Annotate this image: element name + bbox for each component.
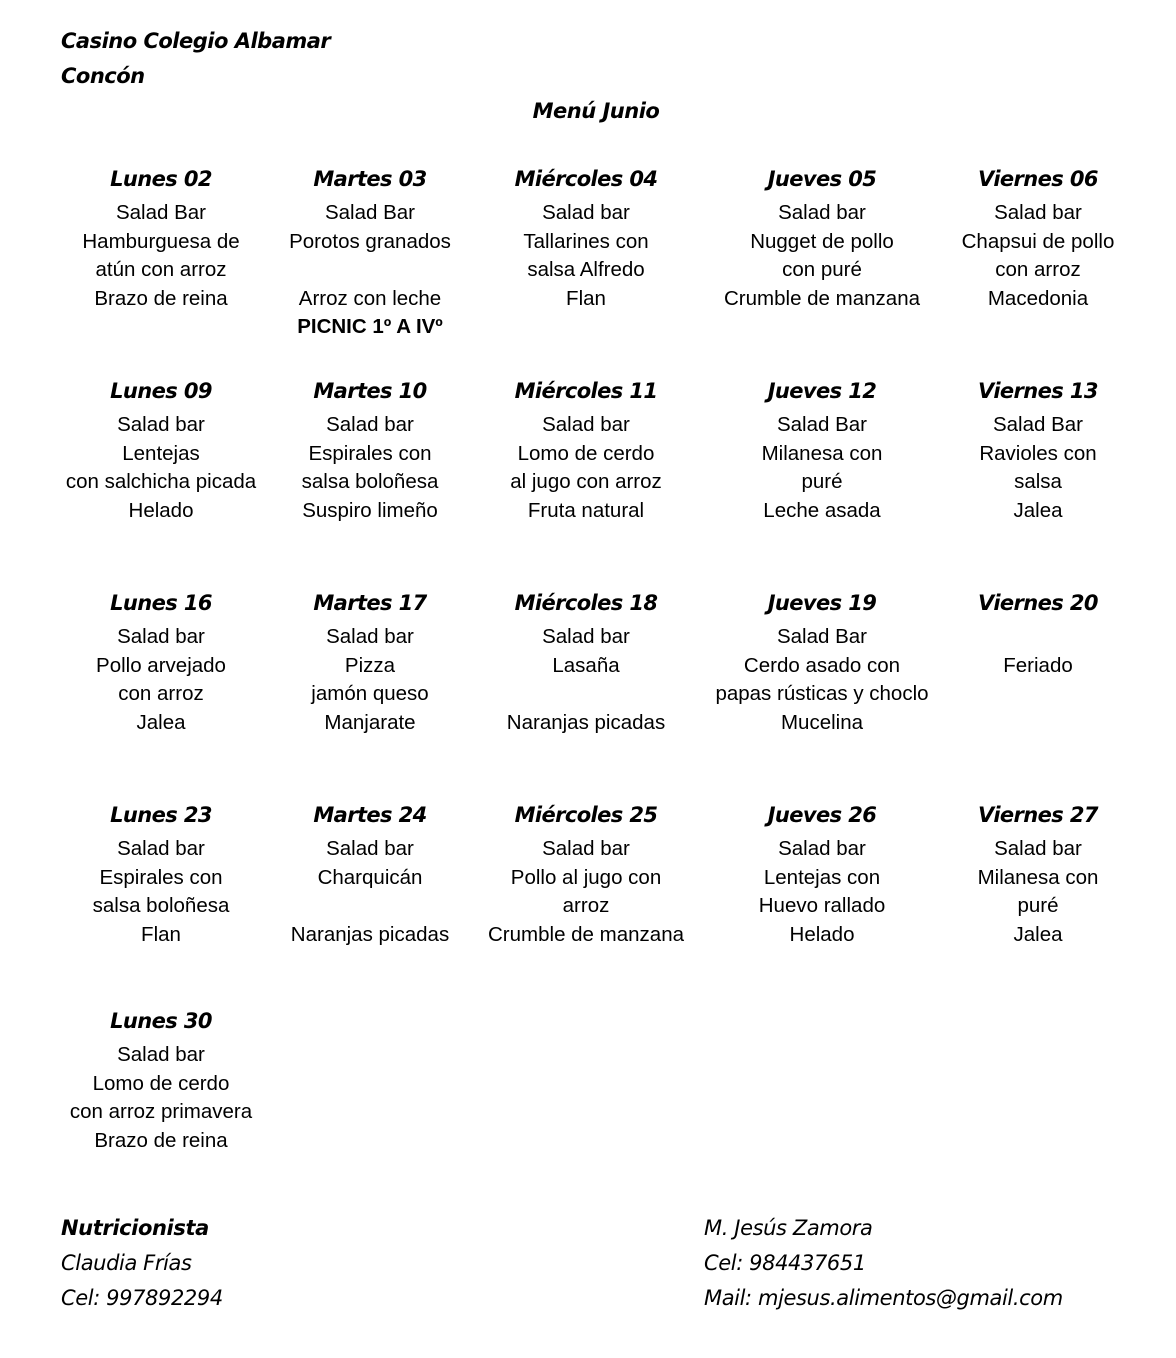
day-heading: Martes 10	[313, 379, 427, 403]
contact-name: M. Jesús Zamora	[704, 1216, 873, 1240]
menu-day	[702, 589, 942, 737]
day-heading: Viernes 27	[978, 803, 1098, 827]
menu-item	[918, 680, 1158, 709]
menu-item: arroz	[562, 894, 610, 917]
contact-block	[704, 1211, 1063, 1316]
menu-item: Crumble de manzana	[488, 922, 684, 946]
menu-day	[466, 801, 706, 949]
menu-item: Lomo de cerdo	[92, 1071, 230, 1095]
menu-item: Espirales con	[99, 865, 223, 889]
day-heading: Jueves 19	[767, 591, 877, 615]
menu-item: Salad bar	[117, 413, 205, 436]
day-heading: Viernes 06	[978, 167, 1098, 191]
menu-item: con arroz	[118, 682, 204, 705]
menu-item: Charquicán	[317, 865, 423, 889]
menu-day	[918, 165, 1158, 342]
menu-item: Pollo al jugo con	[510, 865, 662, 889]
menu-item: Suspiro limeño	[302, 498, 438, 522]
menu-item: Chapsui de pollo	[961, 229, 1115, 253]
menu-item: Feriado	[1003, 653, 1073, 677]
day-heading: Lunes 30	[110, 1009, 212, 1033]
menu-day	[466, 589, 706, 737]
menu-item: Fruta natural	[527, 498, 645, 522]
menu-item: Jalea	[1013, 922, 1063, 946]
day-heading: Lunes 02	[110, 167, 212, 191]
menu-item	[918, 313, 1158, 342]
menu-item: Salad bar	[542, 837, 630, 860]
menu-item: PICNIC 1º A IVº	[297, 315, 443, 338]
menu-item: Lomo de cerdo	[517, 441, 655, 465]
menu-item: Salad Bar	[115, 201, 207, 224]
menu-item: Nugget de pollo	[750, 229, 894, 253]
menu-item: jamón queso	[311, 682, 429, 705]
menu-item: Flan	[566, 286, 606, 310]
menu-item: Salad Bar	[776, 625, 868, 648]
contact-phone: Cel: 984437651	[704, 1251, 866, 1275]
menu-day	[250, 377, 490, 525]
menu-item: Salad bar	[542, 413, 630, 436]
menu-day	[702, 801, 942, 949]
menu-item: Lentejas con	[763, 865, 881, 889]
menu-item: Naranjas picadas	[290, 922, 450, 946]
menu-day	[250, 589, 490, 737]
menu-item: Arroz con leche	[298, 286, 442, 310]
menu-title: Menú Junio	[532, 99, 660, 123]
menu-item: Jalea	[1013, 498, 1063, 522]
menu-item: Salad bar	[326, 625, 414, 648]
day-heading: Martes 24	[313, 803, 427, 827]
menu-item	[466, 680, 706, 709]
menu-item: Salad bar	[542, 201, 630, 224]
day-heading: Miércoles 18	[514, 591, 658, 615]
menu-item: Naranjas picadas	[506, 710, 666, 734]
nutritionist-role: Nutricionista	[61, 1216, 209, 1240]
menu-day	[41, 1007, 281, 1155]
menu-day	[466, 377, 706, 525]
day-heading: Miércoles 11	[514, 379, 658, 403]
menu-item: Cerdo asado con	[743, 653, 901, 677]
menu-item: Salad bar	[326, 837, 414, 860]
menu-item: Salad bar	[117, 625, 205, 648]
menu-item: Ravioles con	[979, 441, 1097, 465]
menu-item: Salad bar	[117, 1043, 205, 1066]
menu-item: Salad Bar	[992, 413, 1084, 436]
menu-day	[702, 165, 942, 342]
menu-item: Crumble de manzana	[724, 286, 920, 310]
menu-day	[918, 801, 1158, 949]
day-heading: Jueves 12	[767, 379, 877, 403]
menu-day	[702, 377, 942, 525]
menu-item: al jugo con arroz	[510, 470, 662, 493]
day-heading: Miércoles 25	[514, 803, 658, 827]
menu-item: salsa boloñesa	[92, 894, 230, 917]
menu-item: Lentejas	[122, 441, 200, 465]
menu-item: Milanesa con	[761, 441, 883, 465]
menu-item: papas rústicas y choclo	[715, 682, 929, 705]
menu-item	[702, 313, 942, 342]
menu-item: Porotos granados	[289, 229, 451, 253]
menu-item: salsa boloñesa	[301, 470, 439, 493]
day-heading: Martes 03	[313, 167, 427, 191]
contact-email[interactable]: Mail: mjesus.alimentos@gmail.com	[704, 1286, 1063, 1310]
menu-item: Salad Bar	[776, 413, 868, 436]
menu-day	[41, 801, 281, 949]
menu-item	[918, 709, 1158, 738]
menu-item: Jalea	[136, 710, 186, 734]
menu-item: con puré	[782, 258, 862, 281]
nutritionist-phone: Cel: 997892294	[61, 1286, 223, 1310]
menu-item: Salad bar	[778, 201, 866, 224]
nutritionist-block	[61, 1211, 223, 1316]
menu-item: puré	[1017, 894, 1059, 917]
menu-item: Salad bar	[778, 837, 866, 860]
menu-item	[250, 892, 490, 921]
menu-item: salsa Alfredo	[527, 258, 645, 281]
menu-item: Hamburguesa de	[82, 229, 240, 253]
menu-item: Lasaña	[552, 653, 620, 677]
menu-item: Milanesa con	[977, 865, 1099, 889]
menu-day	[41, 589, 281, 737]
day-heading: Viernes 13	[978, 379, 1098, 403]
menu-item: Tallarines con	[523, 229, 649, 253]
day-heading: Lunes 23	[110, 803, 212, 827]
menu-item: Salad bar	[994, 837, 1082, 860]
menu-day	[466, 165, 706, 342]
school-name: Casino Colegio Albamar	[61, 29, 331, 53]
day-heading: Jueves 05	[767, 167, 877, 191]
menu-item: Brazo de reina	[94, 1128, 228, 1152]
menu-day	[918, 589, 1158, 737]
menu-day	[250, 165, 490, 342]
menu-day	[250, 801, 490, 949]
school-location: Concón	[61, 64, 145, 88]
day-heading: Miércoles 04	[514, 167, 658, 191]
menu-item: Helado	[128, 498, 194, 522]
menu-item: Salad bar	[542, 625, 630, 648]
menu-item: Manjarate	[324, 710, 416, 734]
nutritionist-name: Claudia Frías	[61, 1251, 192, 1275]
menu-item: con salchicha picada	[65, 470, 257, 493]
menu-item: Salad bar	[994, 201, 1082, 224]
menu-item	[466, 313, 706, 342]
menu-item: Espirales con	[308, 441, 432, 465]
menu-item: Salad Bar	[324, 201, 416, 224]
day-heading: Viernes 20	[978, 591, 1098, 615]
menu-item: Flan	[141, 922, 181, 946]
menu-item: Pollo arvejado	[96, 653, 226, 677]
menu-item: con arroz primavera	[69, 1100, 253, 1123]
menu-item: Leche asada	[763, 498, 881, 522]
menu-day	[41, 377, 281, 525]
menu-item: Huevo rallado	[758, 894, 886, 917]
menu-item: atún con arroz	[95, 258, 227, 281]
menu-item: Mucelina	[780, 710, 864, 734]
day-heading: Lunes 09	[110, 379, 212, 403]
menu-item: Helado	[789, 922, 855, 946]
menu-item: con arroz	[995, 258, 1081, 281]
day-heading: Jueves 26	[767, 803, 877, 827]
menu-item	[41, 313, 281, 342]
menu-item: Pizza	[344, 653, 396, 677]
menu-item: Salad bar	[117, 837, 205, 860]
menu-item	[250, 256, 490, 285]
menu-item: Salad bar	[326, 413, 414, 436]
day-heading: Martes 17	[313, 591, 427, 615]
menu-item: salsa	[1014, 470, 1062, 493]
menu-day	[41, 165, 281, 342]
menu-item: puré	[801, 470, 843, 493]
menu-item: Macedonia	[987, 286, 1089, 310]
menu-item: Brazo de reina	[94, 286, 228, 310]
menu-item	[918, 623, 1158, 652]
menu-day	[918, 377, 1158, 525]
day-heading: Lunes 16	[110, 591, 212, 615]
